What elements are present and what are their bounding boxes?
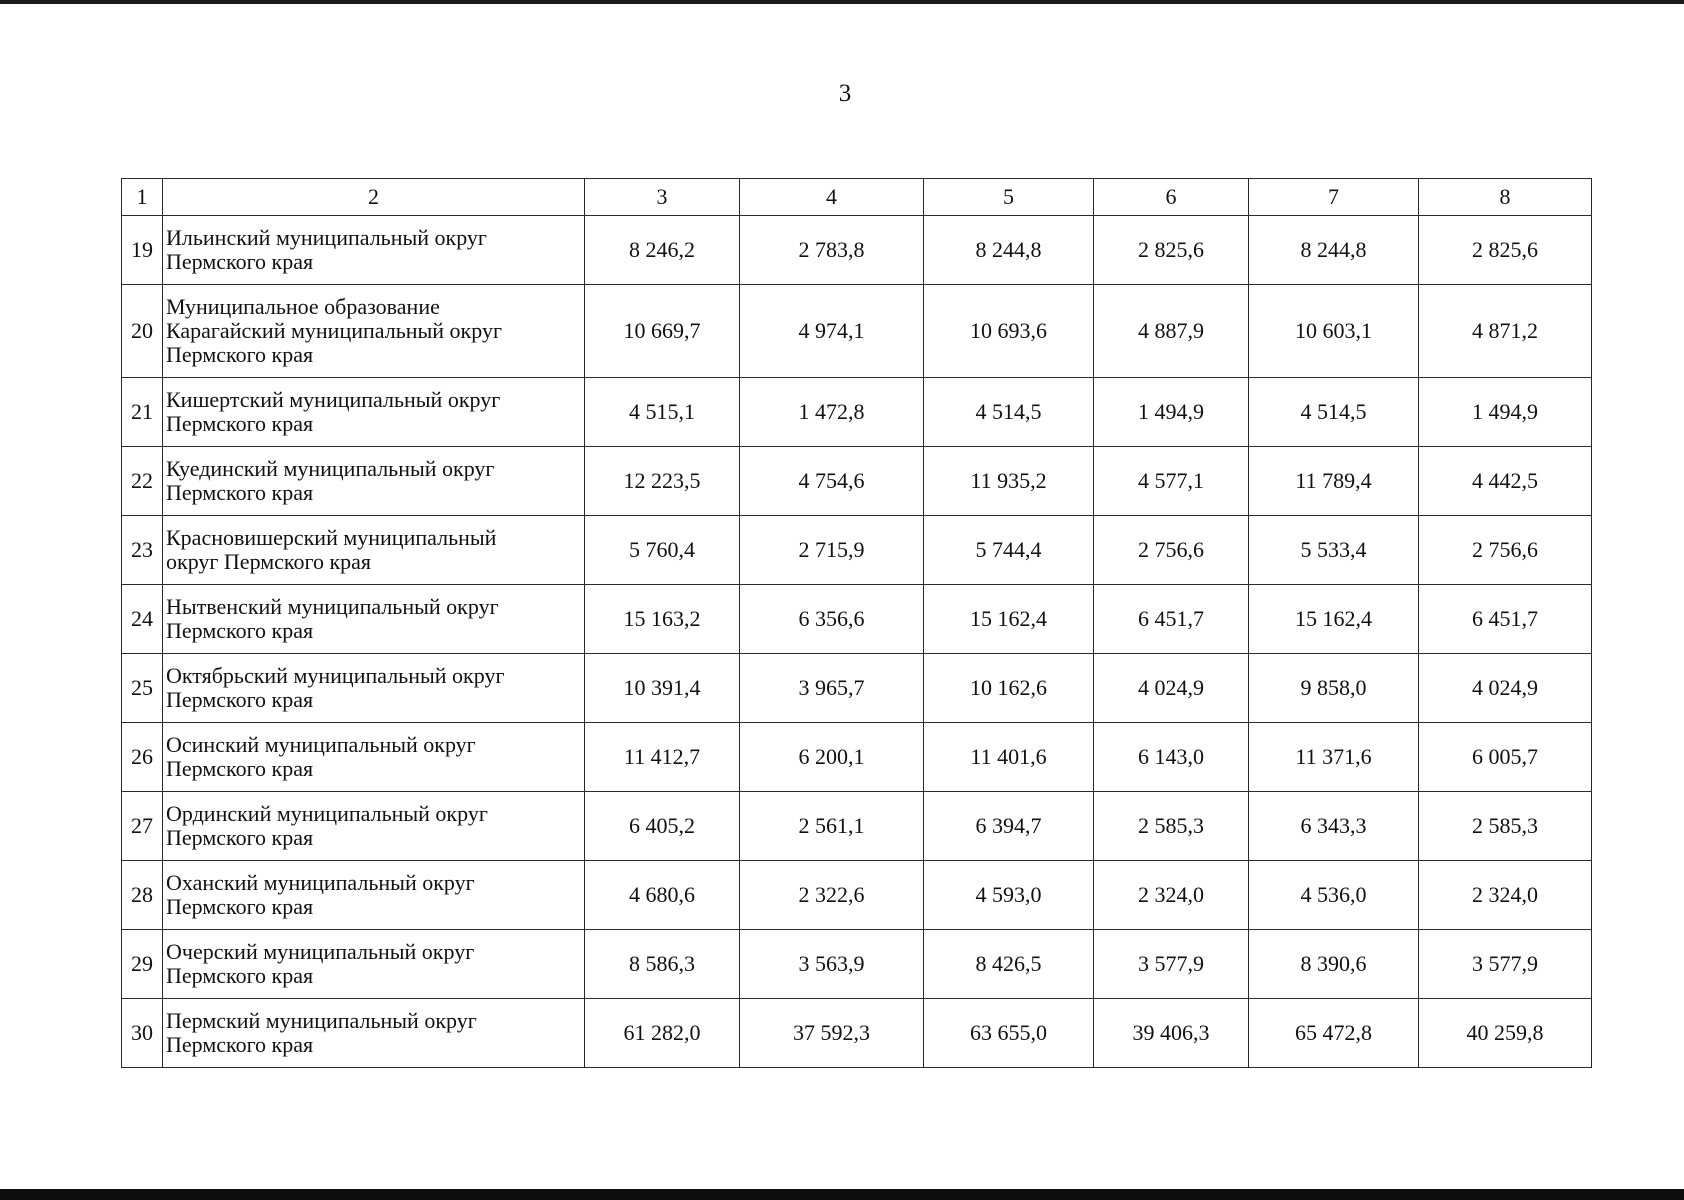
row-number-cell: 19 — [122, 216, 163, 285]
value-cell: 6 356,6 — [740, 585, 924, 654]
value-cell: 4 871,2 — [1419, 285, 1592, 378]
value-cell: 2 783,8 — [740, 216, 924, 285]
value-cell: 10 391,4 — [585, 654, 740, 723]
value-cell: 11 371,6 — [1249, 723, 1419, 792]
value-cell: 10 693,6 — [924, 285, 1094, 378]
municipality-name-line: Куединский муниципальный округ — [166, 456, 495, 481]
row-number-cell: 27 — [122, 792, 163, 861]
table-row — [122, 378, 1592, 447]
value-cell: 1 494,9 — [1094, 378, 1249, 447]
value-cell: 8 586,3 — [585, 930, 740, 999]
value-cell: 61 282,0 — [585, 999, 740, 1068]
value-cell: 8 426,5 — [924, 930, 1094, 999]
value-cell: 2 561,1 — [740, 792, 924, 861]
municipality-name-cell — [163, 378, 585, 447]
row-number-cell: 26 — [122, 723, 163, 792]
table-row — [122, 285, 1592, 378]
municipality-name-cell — [163, 285, 585, 378]
row-number-cell: 20 — [122, 285, 163, 378]
municipality-name-line: Пермского края — [166, 411, 314, 436]
value-cell: 2 825,6 — [1419, 216, 1592, 285]
table-row — [122, 999, 1592, 1068]
value-cell: 6 394,7 — [924, 792, 1094, 861]
value-cell: 3 577,9 — [1094, 930, 1249, 999]
value-cell: 2 324,0 — [1419, 861, 1592, 930]
municipality-name-line: Пермского края — [166, 1032, 314, 1057]
municipality-name-line: Муниципальное образование — [166, 294, 440, 319]
table-row — [122, 930, 1592, 999]
municipality-name-line: округ Пермского края — [166, 549, 372, 574]
value-cell: 3 577,9 — [1419, 930, 1592, 999]
municipality-name-line: Очерский муниципальный округ — [166, 939, 475, 964]
value-cell: 5 744,4 — [924, 516, 1094, 585]
value-cell: 2 585,3 — [1419, 792, 1592, 861]
value-cell: 4 754,6 — [740, 447, 924, 516]
municipality-name-line: Пермского края — [166, 825, 314, 850]
header-cell: 6 — [1094, 179, 1249, 216]
value-cell: 6 451,7 — [1419, 585, 1592, 654]
municipality-name-cell — [163, 447, 585, 516]
value-cell: 4 514,5 — [924, 378, 1094, 447]
table-header-row — [122, 179, 1592, 216]
value-cell: 11 412,7 — [585, 723, 740, 792]
municipality-name-line: Пермского края — [166, 249, 314, 274]
municipality-name-line: Пермского края — [166, 480, 314, 505]
table-row — [122, 654, 1592, 723]
municipality-name-line: Оханский муниципальный округ — [166, 870, 475, 895]
value-cell: 1 494,9 — [1419, 378, 1592, 447]
value-cell: 1 472,8 — [740, 378, 924, 447]
value-cell: 11 789,4 — [1249, 447, 1419, 516]
table-row — [122, 861, 1592, 930]
table-row — [122, 447, 1592, 516]
row-number-cell: 28 — [122, 861, 163, 930]
row-number-cell: 22 — [122, 447, 163, 516]
header-cell: 7 — [1249, 179, 1419, 216]
value-cell: 65 472,8 — [1249, 999, 1419, 1068]
value-cell: 10 669,7 — [585, 285, 740, 378]
municipality-name-line: Пермского края — [166, 756, 314, 781]
table-row — [122, 516, 1592, 585]
row-number-cell: 24 — [122, 585, 163, 654]
table-row — [122, 585, 1592, 654]
value-cell: 8 390,6 — [1249, 930, 1419, 999]
header-cell: 8 — [1419, 179, 1592, 216]
municipality-name-line: Пермского края — [166, 342, 314, 367]
row-number-cell: 30 — [122, 999, 163, 1068]
value-cell: 12 223,5 — [585, 447, 740, 516]
table-row — [122, 792, 1592, 861]
header-cell: 5 — [924, 179, 1094, 216]
municipality-name-cell — [163, 585, 585, 654]
value-cell: 6 405,2 — [585, 792, 740, 861]
municipality-name-line: Пермского края — [166, 687, 314, 712]
municipality-name-line: Кишертский муниципальный округ — [166, 387, 501, 412]
municipality-name-cell — [163, 792, 585, 861]
municipality-name-cell — [163, 216, 585, 285]
row-number-cell: 21 — [122, 378, 163, 447]
value-cell: 9 858,0 — [1249, 654, 1419, 723]
header-cell: 4 — [740, 179, 924, 216]
value-cell: 2 324,0 — [1094, 861, 1249, 930]
value-cell: 3 965,7 — [740, 654, 924, 723]
value-cell: 6 143,0 — [1094, 723, 1249, 792]
municipality-name-line: Пермского края — [166, 963, 314, 988]
row-number-cell: 23 — [122, 516, 163, 585]
value-cell: 15 163,2 — [585, 585, 740, 654]
value-cell: 15 162,4 — [924, 585, 1094, 654]
municipality-name-line: Ординский муниципальный округ — [166, 801, 488, 826]
value-cell: 37 592,3 — [740, 999, 924, 1068]
municipality-name-cell — [163, 516, 585, 585]
value-cell: 15 162,4 — [1249, 585, 1419, 654]
value-cell: 11 401,6 — [924, 723, 1094, 792]
header-cell: 2 — [163, 179, 585, 216]
scan-top-edge — [0, 0, 1684, 4]
value-cell: 63 655,0 — [924, 999, 1094, 1068]
row-number-cell: 29 — [122, 930, 163, 999]
value-cell: 4 974,1 — [740, 285, 924, 378]
value-cell: 4 514,5 — [1249, 378, 1419, 447]
header-cell: 3 — [585, 179, 740, 216]
municipality-name-line: Красновишерский муниципальный — [166, 525, 497, 550]
value-cell: 8 244,8 — [924, 216, 1094, 285]
value-cell: 4 593,0 — [924, 861, 1094, 930]
municipality-name-line: Осинский муниципальный округ — [166, 732, 476, 757]
table-row — [122, 723, 1592, 792]
value-cell: 39 406,3 — [1094, 999, 1249, 1068]
table-row — [122, 216, 1592, 285]
municipality-name-line: Карагайский муниципальный округ — [166, 318, 502, 343]
municipality-name-cell — [163, 723, 585, 792]
value-cell: 8 246,2 — [585, 216, 740, 285]
municipality-name-cell — [163, 861, 585, 930]
value-cell: 2 825,6 — [1094, 216, 1249, 285]
value-cell: 4 024,9 — [1094, 654, 1249, 723]
municipality-name-line: Нытвенский муниципальный округ — [166, 594, 499, 619]
municipality-name-line: Пермского края — [166, 618, 314, 643]
value-cell: 6 343,3 — [1249, 792, 1419, 861]
value-cell: 2 715,9 — [740, 516, 924, 585]
value-cell: 3 563,9 — [740, 930, 924, 999]
value-cell: 4 887,9 — [1094, 285, 1249, 378]
value-cell: 6 200,1 — [740, 723, 924, 792]
value-cell: 5 760,4 — [585, 516, 740, 585]
value-cell: 2 756,6 — [1094, 516, 1249, 585]
municipality-name-cell — [163, 930, 585, 999]
row-number-cell: 25 — [122, 654, 163, 723]
municipality-name-cell — [163, 654, 585, 723]
value-cell: 4 442,5 — [1419, 447, 1592, 516]
municipality-name-line: Пермский муниципальный округ — [166, 1008, 477, 1033]
value-cell: 2 585,3 — [1094, 792, 1249, 861]
value-cell: 10 162,6 — [924, 654, 1094, 723]
municipality-name-line: Пермского края — [166, 894, 314, 919]
scan-bottom-edge — [0, 1189, 1684, 1200]
value-cell: 4 577,1 — [1094, 447, 1249, 516]
value-cell: 4 024,9 — [1419, 654, 1592, 723]
municipality-name-line: Октябрьский муниципальный округ — [166, 663, 505, 688]
municipality-name-cell — [163, 999, 585, 1068]
value-cell: 5 533,4 — [1249, 516, 1419, 585]
value-cell: 2 322,6 — [740, 861, 924, 930]
value-cell: 4 680,6 — [585, 861, 740, 930]
value-cell: 2 756,6 — [1419, 516, 1592, 585]
header-cell: 1 — [122, 179, 163, 216]
budget-table — [121, 178, 1592, 1068]
value-cell: 8 244,8 — [1249, 216, 1419, 285]
value-cell: 40 259,8 — [1419, 999, 1592, 1068]
value-cell: 4 515,1 — [585, 378, 740, 447]
page-number: 3 — [838, 80, 852, 107]
table-body — [122, 179, 1592, 1068]
value-cell: 6 451,7 — [1094, 585, 1249, 654]
value-cell: 10 603,1 — [1249, 285, 1419, 378]
municipality-name-line: Ильинский муниципальный округ — [166, 225, 487, 250]
value-cell: 6 005,7 — [1419, 723, 1592, 792]
value-cell: 4 536,0 — [1249, 861, 1419, 930]
value-cell: 11 935,2 — [924, 447, 1094, 516]
